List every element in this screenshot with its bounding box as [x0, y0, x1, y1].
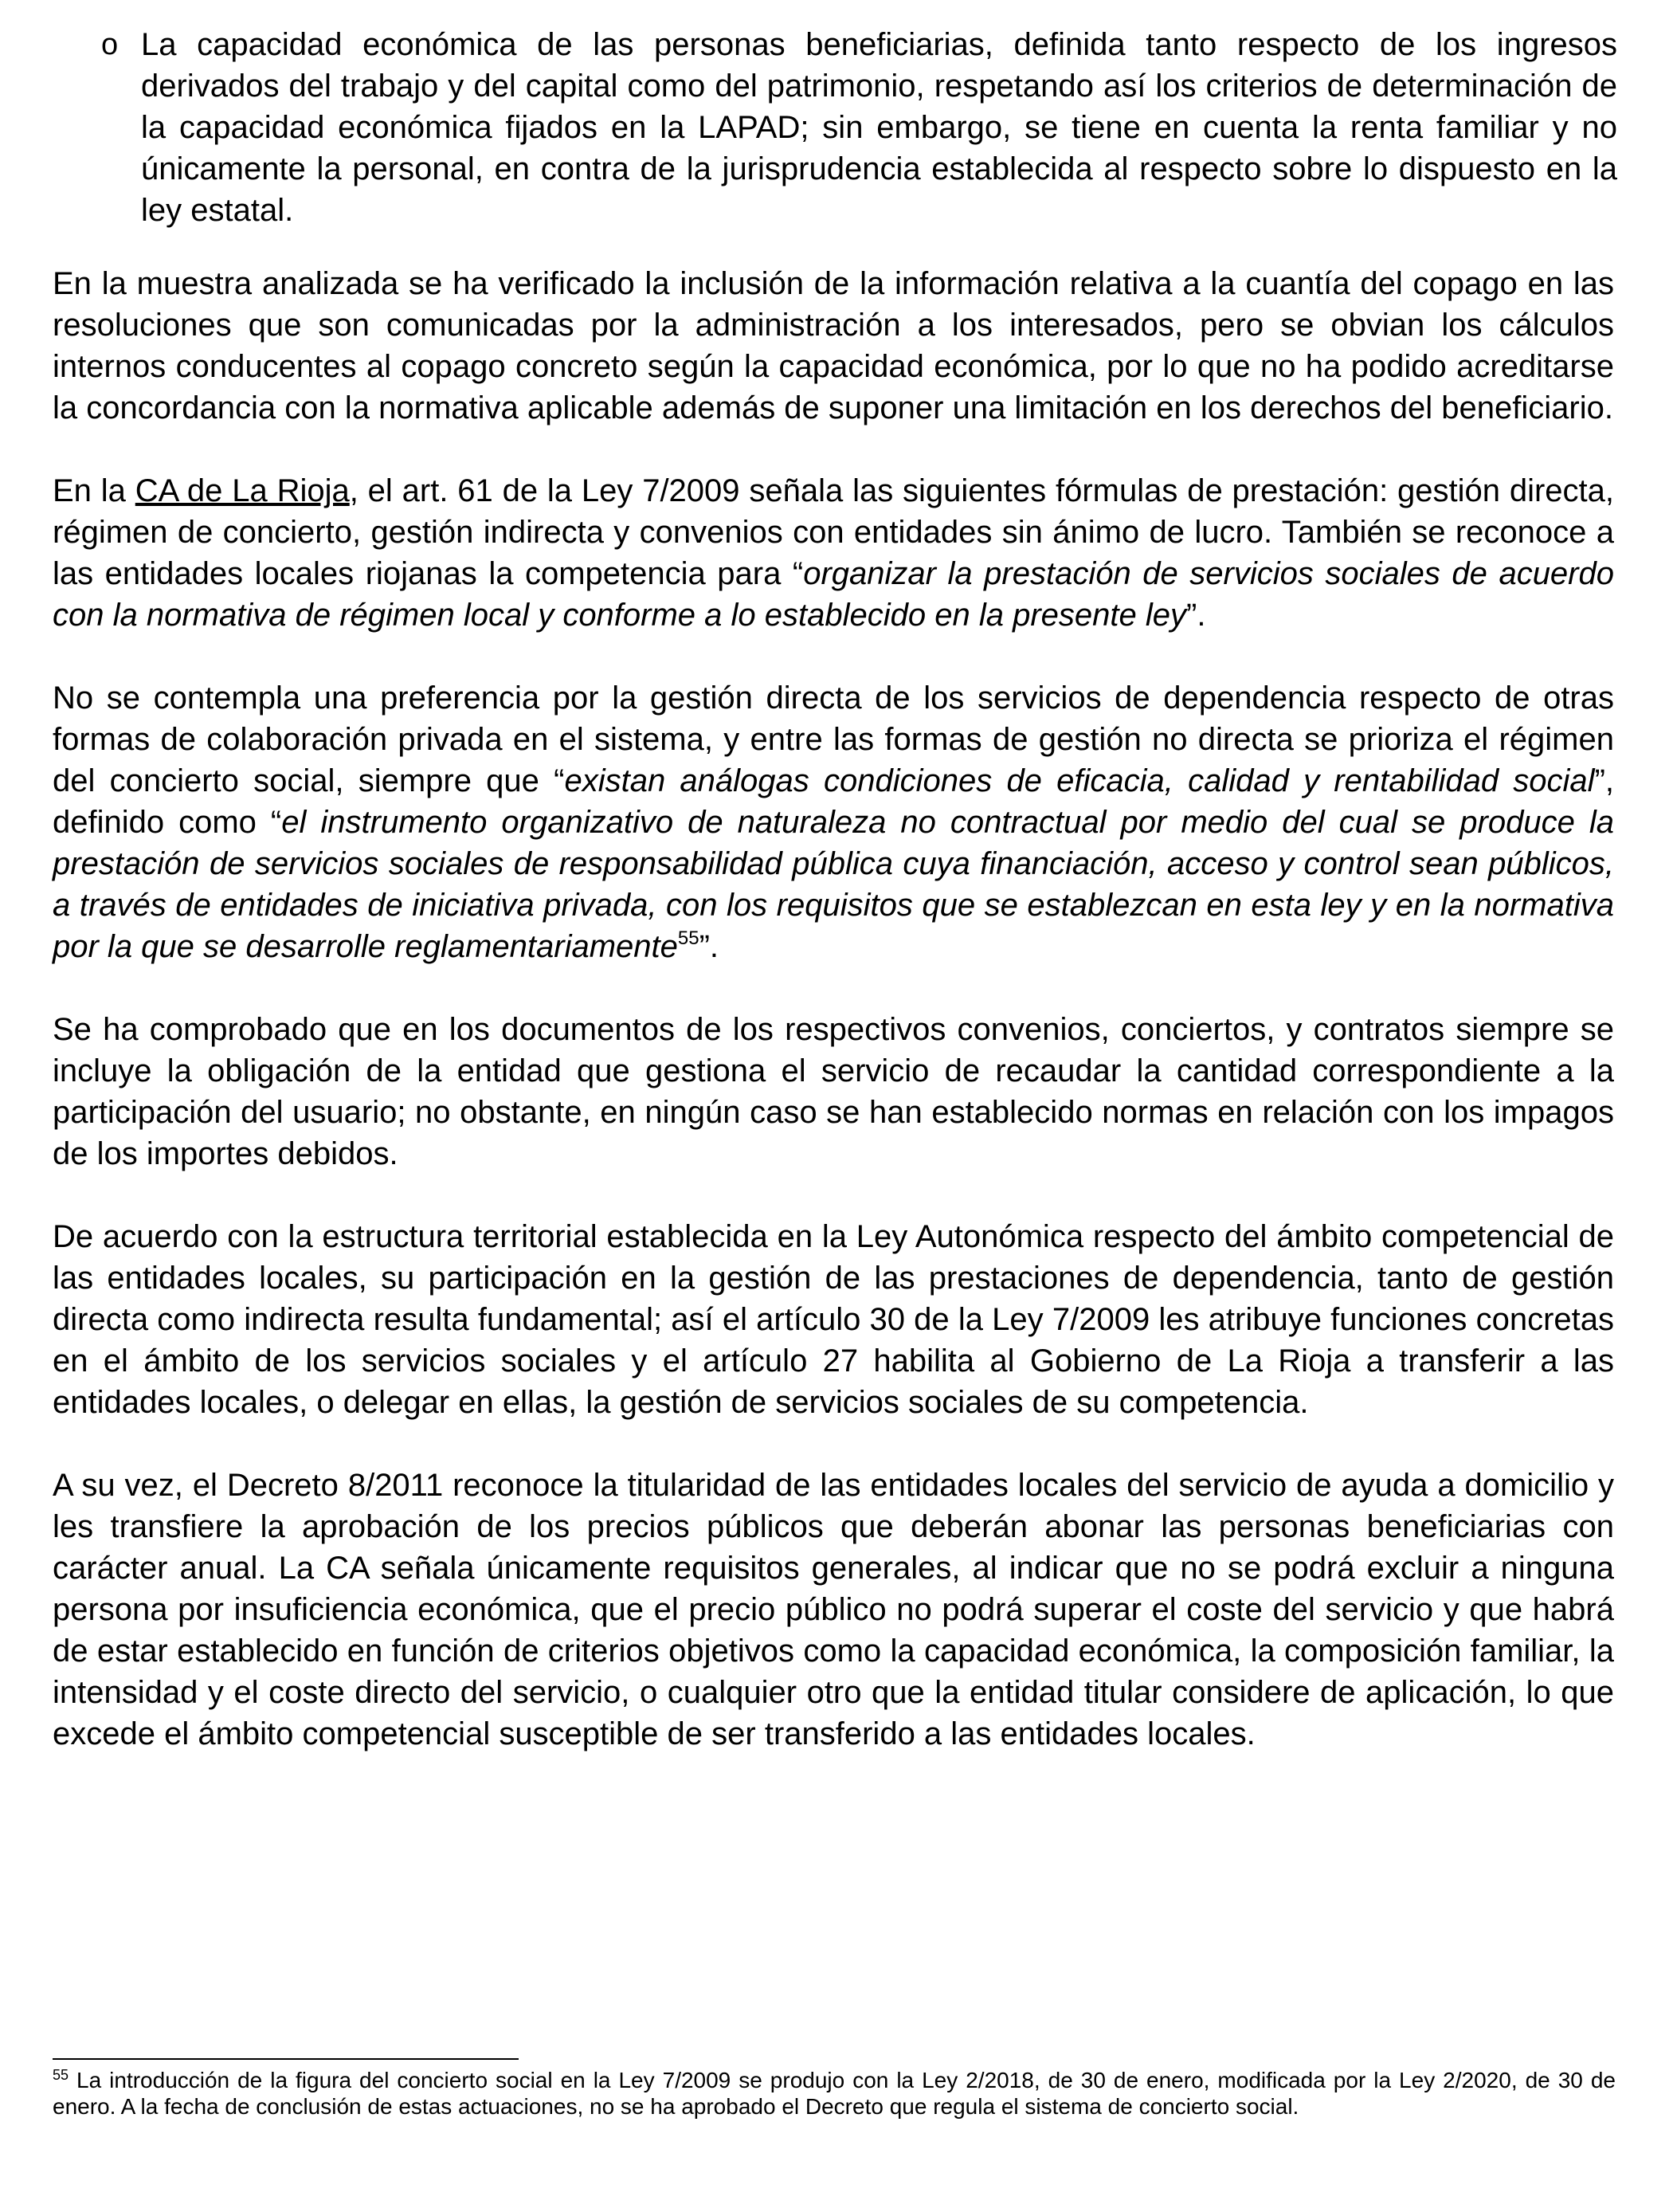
bullet-text: La capacidad económica de las personas beneficiarias, definida tanto respecto de los ingresos derivados del trabajo y del capital como del patrimonio, respetando así los criterios de determinación de la capacidad económica fijados en la LAPAD; sin embargo, se tiene en cuenta la renta familiar y no únicamente la personal, en contra de la jurisprudencia establecida al respecto sobre lo dispuesto en la ley estatal.	[141, 27, 1617, 228]
paragraph-la-rioja	[53, 470, 1614, 636]
bullet-marker: o	[101, 28, 119, 61]
text-run: ”.	[1186, 598, 1206, 633]
footnote	[53, 2067, 1616, 2120]
link-ca-la-rioja[interactable]: CA de La Rioja	[135, 473, 350, 508]
text-run: En la	[53, 473, 135, 508]
footnote-number: 55	[53, 2066, 69, 2083]
paragraph-copago: En la muestra analizada se ha verificado la inclusión de la información relativa a la cuantía del copago en las resoluciones que son comunicadas por la administración a los interesados, pero se obvian los cálculos internos conducentes al copago concreto según la capacidad económica, por lo que no ha podido acreditarse la concordancia con la normativa aplicable además de suponer una limitación en los derechos del beneficiario.	[53, 266, 1614, 426]
bullet-item	[101, 24, 1617, 231]
body-text	[53, 263, 1614, 1796]
quote-italic: el instrumento organizativo de naturaleza no contractual por medio del cual se produce la prestación de servicios sociales de responsabilidad pública cuya financiación, acceso y control sean públicos, a través de entidades de iniciativa privada, con los requisitos que se establezcan en esta ley y en la normativa por la que se desarrolle reglamentariamente	[53, 805, 1614, 964]
paragraph-estructura-territorial: De acuerdo con la estructura territorial establecida en la Ley Autonómica respecto del ámbito competencial de las entidades locales, su participación en la gestión de las prestaciones de dependencia, tanto de gestión directa como indirecta resulta fundamental; así el artículo 30 de la Ley 7/2009 les atribuye funciones concretas en el ámbito de los servicios sociales y el artículo 27 habilita al Gobierno de La Rioja a transferir a las entidades locales, o delegar en ellas, la gestión de servicios sociales de su competencia.	[53, 1219, 1614, 1420]
quote-italic: organizar la prestación de servicios sociales de acuerdo con la normativa de régimen local y conforme a lo establecido en la presente ley	[53, 556, 1614, 633]
text-run: No se contempla una preferencia por la gestión directa de los servicios de dependencia respecto de otras formas de colaboración privada en el sistema, y entre las formas de gestión no directa se prioriza el régimen del concierto social, siempre que “	[53, 680, 1614, 798]
quote-italic: existan análogas condiciones de eficacia, calidad y rentabilidad social	[564, 763, 1595, 798]
footnote-reference[interactable]: 55	[677, 927, 699, 949]
paragraph-decreto: A su vez, el Decreto 8/2011 reconoce la titularidad de las entidades locales del servicio de ayuda a domicilio y les transfiere la aprobación de los precios públicos que deberán abonar las personas beneficiarias con carácter anual. La CA señala únicamente requisitos generales, al indicar que no se podrá excluir a ninguna persona por insuficiencia económica, que el precio público no podrá superar el coste del servicio y que habrá de estar establecido en función de criterios objetivos como la capacidad económica, la composición familiar, la intensidad y el coste directo del servicio, o cualquier otro que la entidad titular considere de aplicación, lo que excede el ámbito competencial susceptible de ser transferido a las entidades locales.	[53, 1468, 1614, 1751]
footnote-separator	[53, 2058, 519, 2060]
text-run: ”.	[699, 929, 719, 964]
paragraph-convenios: Se ha comprobado que en los documentos de los respectivos convenios, conciertos, y contratos siempre se incluye la obligación de la entidad que gestiona el servicio de recaudar la cantidad correspondiente a la participación del usuario; no obstante, en ningún caso se han establecido normas en relación con los impagos de los importes debidos.	[53, 1012, 1614, 1171]
text-run: , el art. 61 de la Ley 7/2009 señala las siguientes fórmulas de prestación: gestión directa, régimen de concierto, gestión indirecta y convenios con entidades sin ánimo de lucro. También se reconoce a las entidades locales riojanas la competencia para “	[53, 473, 1614, 591]
paragraph-concierto-social	[53, 677, 1614, 967]
text-run: ”, definido como “	[53, 763, 1615, 840]
footnote-text: La introducción de la figura del concierto social en la Ley 7/2009 se produjo con la Ley 2/2018, de 30 de enero, modificada por la Ley 2/2020, de 30 de enero. A la fecha de conclusión de estas actuaciones, no se ha aprobado el Decreto que regula el sistema de concierto social.	[53, 2068, 1616, 2119]
